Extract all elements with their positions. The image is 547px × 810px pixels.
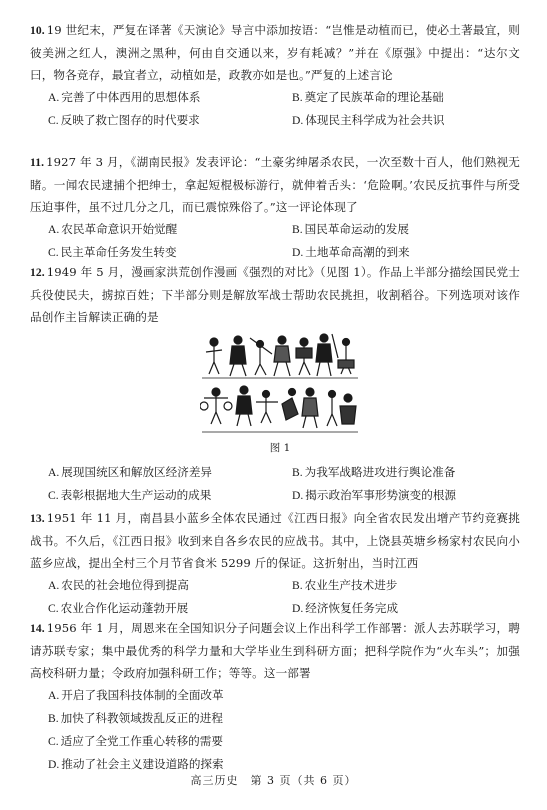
- options: [30, 461, 520, 507]
- option-a[interactable]: A. 展现国统区和解放区经济差异: [48, 465, 213, 479]
- question-text: 19 世纪末，严复在译著《天演论》导言中添加按语：“岂惟是动植而已，使必土著最宜，则彼美洲之红人，澳洲之黑种，何由自交通以来，岁有耗减？”并在《原强》中提出：“达尔文曰，物各竞存，最宜者立，动植如是，政教亦如是也。”严复的上述言论: [30, 23, 520, 82]
- option-d[interactable]: D. 土地革命高潮的到来: [292, 245, 410, 259]
- options: [30, 86, 520, 132]
- option-a[interactable]: A. 农民革命意识开始觉醒: [48, 222, 178, 236]
- options: [30, 684, 520, 776]
- question-12: [30, 261, 520, 328]
- question-13: [30, 507, 520, 620]
- question-number: 14.: [30, 622, 45, 635]
- option-d[interactable]: D. 经济恢复任务完成: [292, 601, 399, 615]
- option-c[interactable]: C. 民主革命任务发生转变: [48, 245, 177, 259]
- cartoon-figure: [200, 328, 360, 440]
- option-d[interactable]: D. 揭示政治军事形势演变的根源: [292, 488, 457, 502]
- question-stem: [30, 617, 520, 684]
- option-a[interactable]: A. 开启了我国科技体制的全面改革: [48, 688, 224, 702]
- option-b[interactable]: B. 农业生产技术进步: [292, 578, 398, 592]
- question-stem: [30, 19, 520, 86]
- question-stem: [30, 507, 520, 574]
- option-b[interactable]: B. 加快了科教领域拨乱反正的进程: [48, 711, 223, 725]
- option-b[interactable]: B. 为我军战略进攻进行舆论准备: [292, 465, 456, 479]
- options: [30, 574, 520, 620]
- question-number: 12.: [30, 266, 45, 279]
- option-c[interactable]: C. 表彰根据地大生产运动的成果: [48, 488, 212, 502]
- question-14: [30, 617, 520, 776]
- option-b[interactable]: B. 奠定了民族革命的理论基础: [292, 90, 444, 104]
- page-footer: 高三历史 第 3 页（共 6 页）: [190, 774, 357, 787]
- question-number: 10.: [30, 24, 45, 37]
- option-d[interactable]: D. 体现民主科学成为社会共识: [292, 113, 445, 127]
- question-text: 1956 年 1 月，周恩来在全国知识分子问题会议上作出科学工作部署：派人去苏联学习，聘请苏联专家；集中最优秀的科学力量和大学毕业生到科研方面；把科学院作为“火车头”；加强高校科研力量；令政府加强科研工作；等等。这一部署: [30, 621, 520, 680]
- question-number: 13.: [30, 512, 45, 525]
- question-number: 11.: [30, 156, 45, 169]
- question-stem: [30, 151, 520, 218]
- option-c[interactable]: C. 农业合作化运动蓬勃开展: [48, 601, 189, 615]
- option-c[interactable]: C. 适应了全党工作重心转移的需要: [48, 734, 223, 748]
- options: [30, 218, 520, 264]
- question-12-options: [30, 461, 520, 507]
- option-d[interactable]: D. 推动了社会主义建设道路的探索: [48, 757, 224, 771]
- question-text: 1949 年 5 月，漫画家洪荒创作漫画《强烈的对比》（见图 1）。作品上半部分描绘国民党士兵役使民夫，掳掠百姓；下半部分则是解放军战士帮助农民挑担，收割稻谷。下列选项对该作品创作主旨解读正确的是: [30, 265, 520, 324]
- question-text: 1951 年 11 月，南昌县小蓝乡全体农民通过《江西日报》向全省农民发出增产节约竞赛挑战书。不久后，《江西日报》收到来自各乡农民的应战书。其中，上饶县英塘乡杨家村农民向小蓝乡应战，提出全村三个月节省食米 5299 斤的保证。这折射出，当时江西: [30, 511, 520, 570]
- question-10: [30, 19, 520, 132]
- question-stem: [30, 261, 520, 328]
- option-a[interactable]: A. 农民的社会地位得到提高: [48, 578, 189, 592]
- option-b[interactable]: B. 国民革命运动的发展: [292, 222, 409, 236]
- question-11: [30, 151, 520, 264]
- figure-caption: 图 1: [269, 442, 291, 454]
- option-a[interactable]: A. 完善了中体西用的思想体系: [48, 90, 201, 104]
- option-c[interactable]: C. 反映了救亡图存的时代要求: [48, 113, 200, 127]
- question-text: 1927 年 3 月，《湖南民报》发表评论：“土豪劣绅屠杀农民，一次至数十百人，他们熟视无睹。一闻农民逮捕个把绅士，拿起短棍极标游行，就伸着舌头：‘危险啊。’农民反抗事件与所受压迫事件，虽不过几分之几，而已震惊殊俗了。”这一评论体现了: [30, 155, 520, 214]
